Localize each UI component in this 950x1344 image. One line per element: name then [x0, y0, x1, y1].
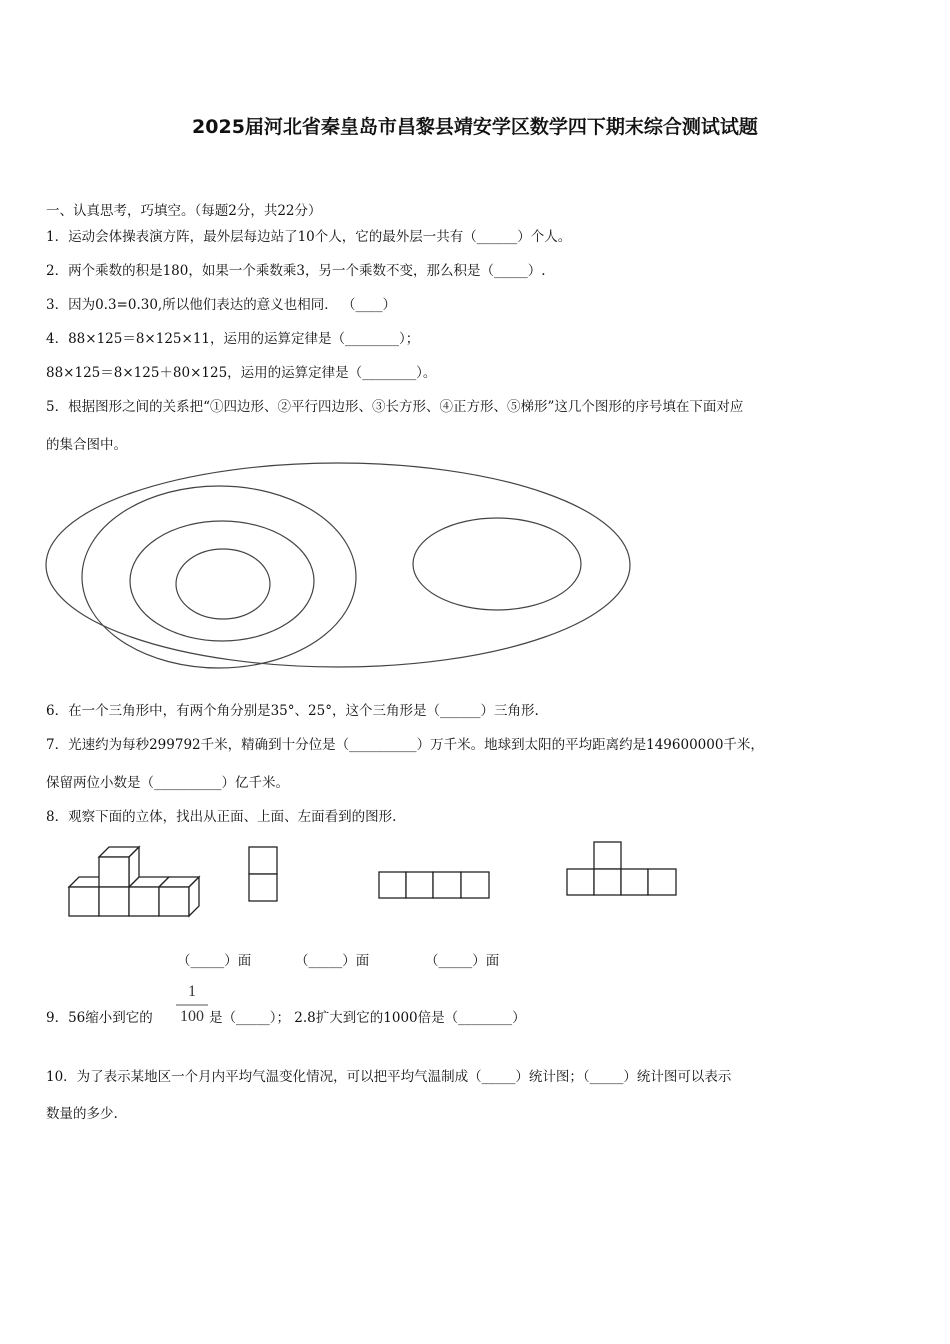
question-3: 3．因为0.3=0.30,所以他们表达的意义也相同． （____） — [46, 297, 397, 313]
question-10a: 10．为了表示某地区一个月内平均气温变化情况，可以把平均气温制成（_____）统计图；（_____）统计图可以表示 — [46, 1069, 732, 1085]
view-label-3: （_____）面 — [425, 953, 500, 969]
question-9-prefix: 9．56缩小到它的 — [46, 1010, 153, 1026]
question-10b: 数量的多少. — [46, 1106, 118, 1122]
question-8: 8．观察下面的立体，找出从正面、上面、左面看到的图形. — [46, 809, 397, 825]
question-5a: 5．根据图形之间的关系把“①四边形、②平行四边形、③长方形、④正方形、⑤梯形”这几个图形的序号填在下面对应 — [46, 399, 744, 415]
question-7b: 保留两位小数是（__________）亿千米。 — [46, 775, 289, 791]
view-label-2: （_____）面 — [295, 953, 370, 969]
question-1: 1．运动会体操表演方阵，最外层每边站了10个人，它的最外层一共有（______）个人。 — [46, 229, 572, 245]
question-9-suffix: 是（_____）； 2.8扩大到它的1000倍是（________） — [209, 1010, 526, 1026]
question-2: 2．两个乘数的积是180，如果一个乘数乘3，另一个乘数不变，那么积是（_____）. — [46, 263, 546, 279]
question-7a: 7．光速约为每秒299792千米，精确到十分位是（__________）万千米。地球到太阳的平均距离约是149600000千米， — [46, 737, 764, 753]
fraction-numerator: 1 — [188, 983, 196, 1000]
section-heading: 一、认真思考，巧填空。（每题2分，共22分） — [46, 203, 322, 219]
question-6: 6．在一个三角形中，有两个角分别是35°、25°，这个三角形是（______）三角形. — [46, 703, 539, 719]
question-5b: 的集合图中。 — [46, 437, 127, 453]
fraction-denominator: 100 — [180, 1008, 204, 1025]
view-label-1: （_____）面 — [177, 953, 252, 969]
question-4b: 88×125＝8×125＋80×125，运用的运算定律是（________）。 — [46, 365, 437, 381]
question-4a: 4．88×125＝8×125×11，运用的运算定律是（________）； — [46, 331, 420, 347]
page-title: 2025届河北省秦皇岛市昌黎县靖安学区数学四下期末综合测试试题 — [192, 116, 758, 138]
